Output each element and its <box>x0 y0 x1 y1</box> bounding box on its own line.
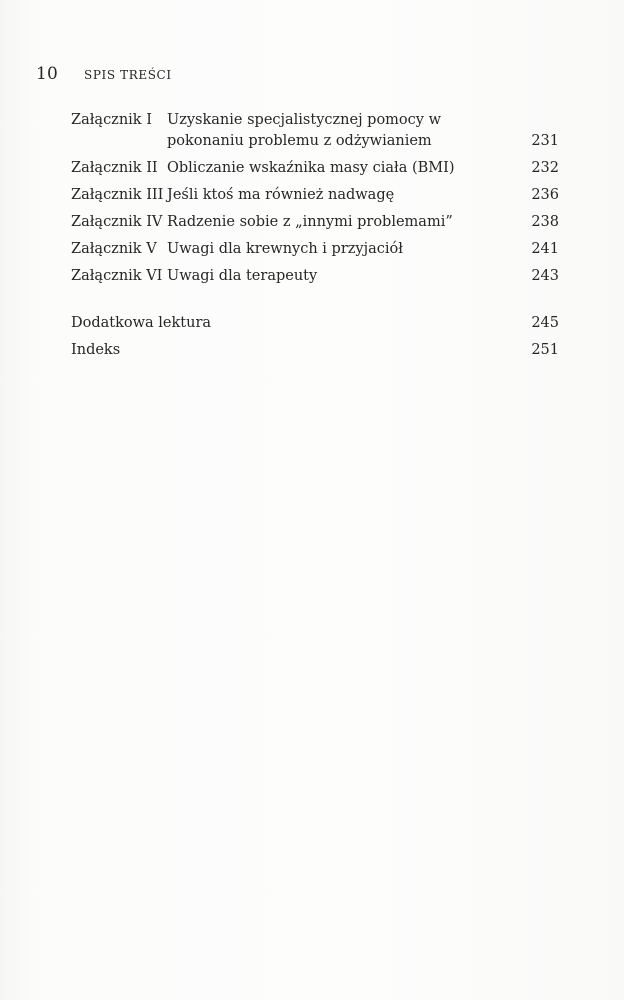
toc-entry-label: Załącznik VI <box>71 268 163 284</box>
toc-entry-label: Załącznik II <box>71 160 158 176</box>
toc-entry-label: Załącznik III <box>71 187 164 203</box>
toc-entry-title: Uwagi dla terapeuty <box>167 268 318 284</box>
toc-entry-page: 238 <box>531 214 559 230</box>
table-of-contents <box>71 110 559 367</box>
toc-entry-further-reading <box>71 313 559 334</box>
toc-entry-title: Jeśli ktoś ma również nadwagę <box>167 187 395 203</box>
toc-entry-title: Indeks <box>71 342 121 358</box>
toc-entry-appendix-1 <box>71 110 559 152</box>
toc-entry-page: 236 <box>531 187 559 203</box>
running-head <box>36 64 172 84</box>
toc-entry-page: 241 <box>531 241 559 257</box>
toc-entry-title: Uwagi dla krewnych i przyjaciół <box>167 241 403 257</box>
toc-entry-index <box>71 340 559 361</box>
toc-entry-page: 232 <box>531 160 559 176</box>
page-number: 10 <box>36 64 59 84</box>
toc-entry-page: 245 <box>531 315 559 331</box>
toc-entry-title: Obliczanie wskaźnika masy ciała (BMI) <box>167 160 455 176</box>
section-title: SPIS TREŚCI <box>84 68 172 82</box>
toc-entry-appendix-6 <box>71 266 559 287</box>
toc-entry-appendix-5 <box>71 239 559 260</box>
toc-entry-appendix-4 <box>71 212 559 233</box>
toc-entry-title: Radzenie sobie z „innymi problemami” <box>167 214 453 230</box>
toc-entry-title: Uzyskanie specjalistycznej pomocy w pokonaniu problemu z odżywianiem <box>167 112 441 149</box>
toc-entry-title: Dodatkowa lektura <box>71 315 212 331</box>
toc-entry-appendix-3 <box>71 185 559 206</box>
toc-entry-page: 243 <box>531 268 559 284</box>
toc-entry-page: 251 <box>531 342 559 358</box>
toc-entry-appendix-2 <box>71 158 559 179</box>
back-matter <box>71 313 559 361</box>
toc-entry-label: Załącznik V <box>71 241 157 257</box>
toc-entry-label: Załącznik IV <box>71 214 163 230</box>
toc-entry-label: Załącznik I <box>71 112 152 128</box>
toc-entry-page: 231 <box>531 133 559 149</box>
